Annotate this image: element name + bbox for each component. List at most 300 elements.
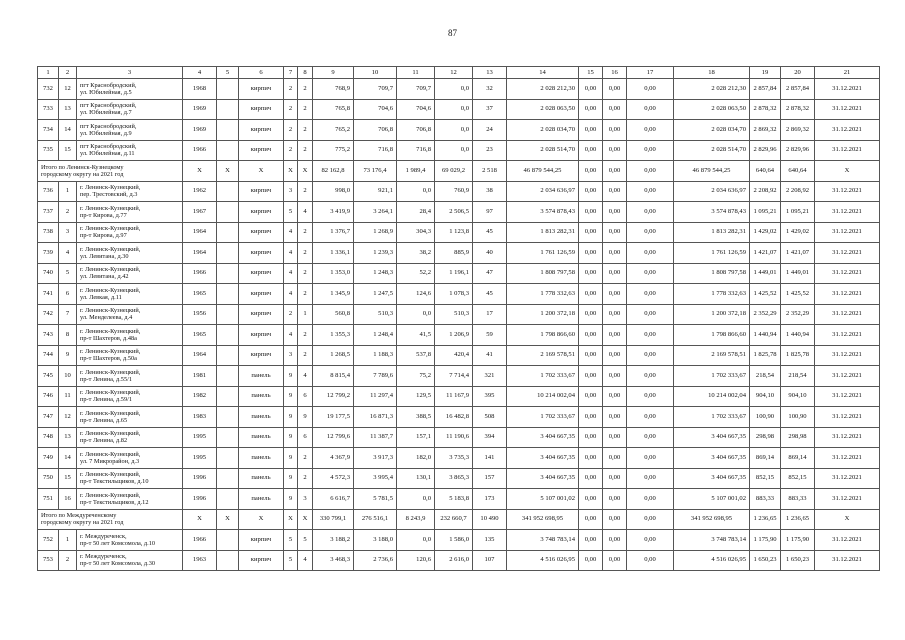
table-cell: 869,14 bbox=[781, 448, 815, 469]
table-cell: 753 bbox=[38, 550, 59, 571]
table-cell: 2 bbox=[284, 99, 298, 120]
table-cell: 3 188,2 bbox=[313, 530, 354, 551]
table-cell: 9 bbox=[284, 468, 298, 489]
table-cell: 0,00 bbox=[579, 120, 603, 141]
table-cell: 2 028 212,30 bbox=[507, 79, 579, 100]
table-cell: 0,00 bbox=[579, 181, 603, 202]
table-cell: панель bbox=[239, 427, 284, 448]
table-cell: 17 bbox=[473, 304, 507, 325]
table-cell: 1 650,23 bbox=[750, 550, 781, 571]
table-cell: 59 bbox=[473, 325, 507, 346]
table-cell: 38 bbox=[473, 181, 507, 202]
table-cell: 3 748 783,14 bbox=[674, 530, 750, 551]
table-cell: 3 404 667,35 bbox=[674, 468, 750, 489]
table-row bbox=[38, 202, 880, 223]
table-cell: 2 bbox=[298, 222, 313, 243]
table-cell: кирпич bbox=[239, 140, 284, 161]
table-cell: 0,00 bbox=[627, 202, 674, 223]
table-cell: 31.12.2021 bbox=[815, 140, 880, 161]
table-cell: 19 177,5 bbox=[313, 407, 354, 428]
table-cell: 100,90 bbox=[750, 407, 781, 428]
table-cell: 752 bbox=[38, 530, 59, 551]
table-cell bbox=[217, 386, 239, 407]
table-cell: 13 bbox=[59, 427, 77, 448]
table-cell: 38,2 bbox=[397, 243, 435, 264]
table-cell: кирпич bbox=[239, 530, 284, 551]
table-cell: 12 799,2 bbox=[313, 386, 354, 407]
table-cell: 1 808 797,58 bbox=[507, 263, 579, 284]
table-cell: 1 440,94 bbox=[781, 325, 815, 346]
table-cell: 0,00 bbox=[603, 120, 627, 141]
table-cell: панель bbox=[239, 366, 284, 387]
table-cell: 2 034 636,97 bbox=[507, 181, 579, 202]
table-cell: 31.12.2021 bbox=[815, 550, 880, 571]
table-cell: 9 bbox=[59, 345, 77, 366]
table-cell: 24 bbox=[473, 120, 507, 141]
table-cell: 4 bbox=[298, 550, 313, 571]
table-cell: 37 bbox=[473, 99, 507, 120]
table-cell: 1 268,5 bbox=[313, 345, 354, 366]
table-cell: 1981 bbox=[183, 366, 217, 387]
table-cell: 2 028 514,70 bbox=[674, 140, 750, 161]
table-cell: 746 bbox=[38, 386, 59, 407]
table-cell: 5 107 001,02 bbox=[507, 489, 579, 510]
address-cell: г. Ленинск-Кузнецкий, ул. 7 Микрорайон, д.3 bbox=[77, 448, 183, 469]
table-cell bbox=[217, 345, 239, 366]
table-cell: 510,3 bbox=[354, 304, 397, 325]
table-cell: панель bbox=[239, 489, 284, 510]
table-cell: 0,00 bbox=[627, 222, 674, 243]
table-cell: 10 490 bbox=[473, 509, 507, 530]
column-number: 20 bbox=[781, 67, 815, 79]
table-cell: 157 bbox=[473, 468, 507, 489]
address-cell: г. Ленинск-Кузнецкий, пер. Трестовский, д.3 bbox=[77, 181, 183, 202]
table-cell: 709,7 bbox=[354, 79, 397, 100]
table-cell: 394 bbox=[473, 427, 507, 448]
table-cell: 768,9 bbox=[313, 79, 354, 100]
table-cell bbox=[217, 120, 239, 141]
table-cell: 5 bbox=[284, 202, 298, 223]
table-cell: 1 421,07 bbox=[750, 243, 781, 264]
table-cell: 14 bbox=[59, 120, 77, 141]
table-cell: 1967 bbox=[183, 202, 217, 223]
table-cell: 4 bbox=[284, 222, 298, 243]
table-cell bbox=[217, 284, 239, 305]
table-cell: 1 236,65 bbox=[781, 509, 815, 530]
table-cell: 31.12.2021 bbox=[815, 489, 880, 510]
table-cell: 0,00 bbox=[627, 345, 674, 366]
header-row bbox=[38, 67, 880, 79]
table-cell: X bbox=[815, 161, 880, 182]
table-cell bbox=[217, 304, 239, 325]
table-cell: 1996 bbox=[183, 468, 217, 489]
table-cell: 2 bbox=[298, 243, 313, 264]
table-cell: 2 736,6 bbox=[354, 550, 397, 571]
table-cell: 82 162,8 bbox=[313, 161, 354, 182]
table-cell: 4 bbox=[284, 263, 298, 284]
table-cell: 2 028 034,70 bbox=[674, 120, 750, 141]
table-cell: X bbox=[284, 161, 298, 182]
table-cell: 16 871,3 bbox=[354, 407, 397, 428]
table-cell: 0,0 bbox=[397, 304, 435, 325]
table-cell: 1 095,21 bbox=[750, 202, 781, 223]
table-cell: 0,0 bbox=[435, 79, 473, 100]
table-cell: 4 367,9 bbox=[313, 448, 354, 469]
table-cell: 1 798 866,60 bbox=[507, 325, 579, 346]
table-cell: 9 bbox=[284, 366, 298, 387]
table-cell: 765,8 bbox=[313, 99, 354, 120]
table-cell: 4 bbox=[284, 243, 298, 264]
table-cell: 0,00 bbox=[579, 427, 603, 448]
table-cell: 1 200 372,18 bbox=[507, 304, 579, 325]
table-cell: 16 482,8 bbox=[435, 407, 473, 428]
table-cell: 0,00 bbox=[603, 140, 627, 161]
table-cell: 8 bbox=[59, 325, 77, 346]
table-cell: 3 bbox=[298, 489, 313, 510]
table-cell: 738 bbox=[38, 222, 59, 243]
table-cell: 2 bbox=[298, 325, 313, 346]
column-number: 18 bbox=[674, 67, 750, 79]
table-cell: кирпич bbox=[239, 222, 284, 243]
table-cell bbox=[217, 263, 239, 284]
table-cell: 2 857,84 bbox=[750, 79, 781, 100]
table-cell: 7 789,6 bbox=[354, 366, 397, 387]
table-cell: 741 bbox=[38, 284, 59, 305]
column-number: 13 bbox=[473, 67, 507, 79]
column-number: 6 bbox=[239, 67, 284, 79]
table-cell: 31.12.2021 bbox=[815, 325, 880, 346]
table-cell: 1 702 333,67 bbox=[507, 407, 579, 428]
table-cell: 9 bbox=[284, 448, 298, 469]
table-cell: 740 bbox=[38, 263, 59, 284]
table-cell: 709,7 bbox=[397, 79, 435, 100]
table-cell bbox=[217, 366, 239, 387]
table-cell bbox=[217, 79, 239, 100]
table-cell: 3 404 667,35 bbox=[674, 448, 750, 469]
table-cell: 129,5 bbox=[397, 386, 435, 407]
table-cell: 2 506,5 bbox=[435, 202, 473, 223]
table-row bbox=[38, 407, 880, 428]
table-cell: 716,8 bbox=[397, 140, 435, 161]
table-row bbox=[38, 304, 880, 325]
address-cell: г. Ленинск-Кузнецкий, пр-т Ленина, д.65 bbox=[77, 407, 183, 428]
table-cell: 31.12.2021 bbox=[815, 181, 880, 202]
table-cell: 0,00 bbox=[579, 304, 603, 325]
table-cell: кирпич bbox=[239, 550, 284, 571]
table-cell: 2 bbox=[284, 120, 298, 141]
table-cell: 0,00 bbox=[579, 325, 603, 346]
table-cell: 732 bbox=[38, 79, 59, 100]
table-cell: 736 bbox=[38, 181, 59, 202]
table-row bbox=[38, 448, 880, 469]
table-cell: панель bbox=[239, 386, 284, 407]
table-cell: 1996 bbox=[183, 489, 217, 510]
table-cell: 31.12.2021 bbox=[815, 345, 880, 366]
table-cell: 2 bbox=[298, 120, 313, 141]
table-cell: 3 574 878,43 bbox=[674, 202, 750, 223]
table-cell: 5 bbox=[59, 263, 77, 284]
table-cell: кирпич bbox=[239, 243, 284, 264]
table-cell: 46 879 544,25 bbox=[674, 161, 750, 182]
table-cell: 157,1 bbox=[397, 427, 435, 448]
table-cell: 537,8 bbox=[397, 345, 435, 366]
table-cell: 0,00 bbox=[603, 407, 627, 428]
column-number: 2 bbox=[59, 67, 77, 79]
table-cell: 8 815,4 bbox=[313, 366, 354, 387]
table-cell: 1 825,78 bbox=[750, 345, 781, 366]
table-cell bbox=[217, 99, 239, 120]
table-cell: 748 bbox=[38, 427, 59, 448]
table-cell: 1 188,3 bbox=[354, 345, 397, 366]
table-cell: 640,64 bbox=[781, 161, 815, 182]
table-cell: 1 336,1 bbox=[313, 243, 354, 264]
table-cell: 2 bbox=[298, 79, 313, 100]
table-cell: 1 345,9 bbox=[313, 284, 354, 305]
table-cell: 1 425,52 bbox=[781, 284, 815, 305]
column-number: 3 bbox=[77, 67, 183, 79]
column-number: 16 bbox=[603, 67, 627, 79]
table-cell: 6 bbox=[298, 386, 313, 407]
table-cell: 2 857,84 bbox=[781, 79, 815, 100]
table-cell: 31.12.2021 bbox=[815, 243, 880, 264]
table-cell: 4 bbox=[298, 366, 313, 387]
table-cell: 3 264,1 bbox=[354, 202, 397, 223]
table-cell: 1 355,3 bbox=[313, 325, 354, 346]
address-cell: г. Ленинск-Кузнецкий, ул. Левитана, д.42 bbox=[77, 263, 183, 284]
table-cell: 0,00 bbox=[603, 79, 627, 100]
table-cell: 31.12.2021 bbox=[815, 427, 880, 448]
table-cell: 1 440,94 bbox=[750, 325, 781, 346]
table-cell: 4 bbox=[284, 325, 298, 346]
table-cell: 1995 bbox=[183, 427, 217, 448]
table-cell: 1 206,9 bbox=[435, 325, 473, 346]
table-cell: 395 bbox=[473, 386, 507, 407]
table-cell: 4 bbox=[59, 243, 77, 264]
table-cell: X bbox=[217, 509, 239, 530]
table-cell: 0,00 bbox=[627, 120, 674, 141]
table-cell: 2 878,32 bbox=[750, 99, 781, 120]
table-cell: 2 bbox=[298, 468, 313, 489]
table-cell: 0,00 bbox=[627, 407, 674, 428]
column-number: 12 bbox=[435, 67, 473, 79]
table-cell: 0,00 bbox=[579, 202, 603, 223]
table-cell: 1966 bbox=[183, 140, 217, 161]
table-cell: кирпич bbox=[239, 263, 284, 284]
table-cell: 9 bbox=[284, 489, 298, 510]
table-cell: 704,6 bbox=[397, 99, 435, 120]
table-cell: 2 208,92 bbox=[750, 181, 781, 202]
address-cell: пгт Краснобродский, ул. Юбилейная, д.5 bbox=[77, 79, 183, 100]
table-cell: 1 429,02 bbox=[750, 222, 781, 243]
table-cell: 0,00 bbox=[603, 161, 627, 182]
table-cell: 0,00 bbox=[627, 468, 674, 489]
table-cell: 41 bbox=[473, 345, 507, 366]
table-cell: 0,00 bbox=[603, 304, 627, 325]
table-cell: 135 bbox=[473, 530, 507, 551]
table-cell: 31.12.2021 bbox=[815, 222, 880, 243]
table-cell: 3 404 667,35 bbox=[507, 427, 579, 448]
table-cell: 852,15 bbox=[750, 468, 781, 489]
table-cell: 0,0 bbox=[435, 140, 473, 161]
table-cell: 45 bbox=[473, 284, 507, 305]
table-cell: 2 bbox=[298, 140, 313, 161]
table-cell: кирпич bbox=[239, 202, 284, 223]
table-cell: 31.12.2021 bbox=[815, 366, 880, 387]
table-cell: 2 352,29 bbox=[781, 304, 815, 325]
table-cell: 420,4 bbox=[435, 345, 473, 366]
table-cell: 0,00 bbox=[579, 386, 603, 407]
table-cell: 0,00 bbox=[579, 284, 603, 305]
table-cell: 904,10 bbox=[750, 386, 781, 407]
table-cell: кирпич bbox=[239, 120, 284, 141]
table-cell: 1 798 866,60 bbox=[674, 325, 750, 346]
table-cell: 0,00 bbox=[627, 99, 674, 120]
table-cell: 706,8 bbox=[354, 120, 397, 141]
table-cell: 304,3 bbox=[397, 222, 435, 243]
column-number: 4 bbox=[183, 67, 217, 79]
table-cell: 3 735,3 bbox=[435, 448, 473, 469]
table-cell: кирпич bbox=[239, 79, 284, 100]
table-cell: 31.12.2021 bbox=[815, 386, 880, 407]
table-cell: 1 200 372,18 bbox=[674, 304, 750, 325]
table-cell: 0,00 bbox=[627, 161, 674, 182]
table-cell: 321 bbox=[473, 366, 507, 387]
table-cell: 1966 bbox=[183, 263, 217, 284]
table-cell: 9 bbox=[284, 407, 298, 428]
address-cell: г. Ленинск-Кузнецкий, пр-т Ленина, д.82 bbox=[77, 427, 183, 448]
column-number: 10 bbox=[354, 67, 397, 79]
table-cell: панель bbox=[239, 407, 284, 428]
table-cell: 1968 bbox=[183, 79, 217, 100]
table-cell: 1 078,3 bbox=[435, 284, 473, 305]
table-cell: 1 239,3 bbox=[354, 243, 397, 264]
address-cell: г. Междуреченск, пр-т 50 лет Комсомола, д.30 bbox=[77, 550, 183, 571]
table-cell: 883,33 bbox=[750, 489, 781, 510]
table-cell bbox=[217, 530, 239, 551]
table-row bbox=[38, 263, 880, 284]
table-cell: 107 bbox=[473, 550, 507, 571]
table-cell: 0,00 bbox=[603, 386, 627, 407]
table-cell: 0,00 bbox=[603, 427, 627, 448]
table-cell: 75,2 bbox=[397, 366, 435, 387]
table-cell: 130,1 bbox=[397, 468, 435, 489]
table-cell: 2 bbox=[284, 140, 298, 161]
table-cell: 5 bbox=[284, 530, 298, 551]
address-cell: г. Ленинск-Кузнецкий, пр-т Кирова, д.97 bbox=[77, 222, 183, 243]
table-cell: 100,90 bbox=[781, 407, 815, 428]
table-cell: панель bbox=[239, 448, 284, 469]
table-cell: 69 029,2 bbox=[435, 161, 473, 182]
table-cell: X bbox=[815, 509, 880, 530]
table-cell: 3 bbox=[59, 222, 77, 243]
table-cell: 298,98 bbox=[781, 427, 815, 448]
table-cell: 3 404 667,35 bbox=[507, 468, 579, 489]
table-row bbox=[38, 468, 880, 489]
address-cell: г. Междуреченск, пр-т 50 лет Комсомола, д.10 bbox=[77, 530, 183, 551]
table-cell: 11 167,9 bbox=[435, 386, 473, 407]
table-cell: кирпич bbox=[239, 284, 284, 305]
table-cell: 0,00 bbox=[627, 366, 674, 387]
table-cell: 0,00 bbox=[627, 304, 674, 325]
table-cell: 2 028 212,30 bbox=[674, 79, 750, 100]
table-cell: 1 825,78 bbox=[781, 345, 815, 366]
table-cell: 733 bbox=[38, 99, 59, 120]
table-cell: 218,54 bbox=[781, 366, 815, 387]
table-row bbox=[38, 79, 880, 100]
table-cell: 46 879 544,25 bbox=[507, 161, 579, 182]
table-cell bbox=[217, 407, 239, 428]
table-cell: 751 bbox=[38, 489, 59, 510]
table-cell: 0,0 bbox=[397, 181, 435, 202]
table-cell: 765,2 bbox=[313, 120, 354, 141]
table-cell: 0,00 bbox=[603, 468, 627, 489]
table-cell: 1964 bbox=[183, 345, 217, 366]
table-cell: 8 243,9 bbox=[397, 509, 435, 530]
table-row bbox=[38, 99, 880, 120]
table-cell: 0,00 bbox=[627, 140, 674, 161]
table-cell: 0,00 bbox=[579, 366, 603, 387]
table-cell: 2 bbox=[298, 284, 313, 305]
address-cell: пгт Краснобродский, ул. Юбилейная, д.7 bbox=[77, 99, 183, 120]
table-row bbox=[38, 181, 880, 202]
column-number: 15 bbox=[579, 67, 603, 79]
table-cell: 3 748 783,14 bbox=[507, 530, 579, 551]
table-cell: 3 917,3 bbox=[354, 448, 397, 469]
table-cell: 0,00 bbox=[603, 366, 627, 387]
table-cell: 0,00 bbox=[579, 448, 603, 469]
table-cell: 1 236,65 bbox=[750, 509, 781, 530]
table-cell: 3 419,9 bbox=[313, 202, 354, 223]
table-cell: 0,00 bbox=[603, 243, 627, 264]
table-cell: 1 808 797,58 bbox=[674, 263, 750, 284]
table-cell: 2 bbox=[59, 550, 77, 571]
table-cell: 2 bbox=[284, 304, 298, 325]
table-cell: X bbox=[298, 509, 313, 530]
table-cell: 7 714,4 bbox=[435, 366, 473, 387]
table-cell: X bbox=[284, 509, 298, 530]
address-cell: г. Ленинск-Кузнецкий, пр-т Шахтеров, д.48а bbox=[77, 325, 183, 346]
table-cell: 904,10 bbox=[781, 386, 815, 407]
table-cell: 1 702 333,67 bbox=[674, 407, 750, 428]
table-cell: 28,4 bbox=[397, 202, 435, 223]
table-cell: 14 bbox=[59, 448, 77, 469]
table-cell: 31.12.2021 bbox=[815, 407, 880, 428]
table-cell: 747 bbox=[38, 407, 59, 428]
table-cell bbox=[217, 202, 239, 223]
column-number: 14 bbox=[507, 67, 579, 79]
table-cell: 5 bbox=[284, 550, 298, 571]
table-cell: 0,00 bbox=[579, 161, 603, 182]
table-cell: 1 449,01 bbox=[781, 263, 815, 284]
table-cell: X bbox=[298, 161, 313, 182]
table-cell: 0,00 bbox=[579, 407, 603, 428]
table-cell: X bbox=[183, 161, 217, 182]
table-cell: 0,00 bbox=[627, 79, 674, 100]
table-cell: 2 829,96 bbox=[750, 140, 781, 161]
table-cell: 0,00 bbox=[603, 202, 627, 223]
table-cell: 1 989,4 bbox=[397, 161, 435, 182]
subtotal-row bbox=[38, 509, 880, 530]
table-cell: кирпич bbox=[239, 181, 284, 202]
column-number: 11 bbox=[397, 67, 435, 79]
table-cell: 2 bbox=[298, 99, 313, 120]
table-cell bbox=[217, 550, 239, 571]
column-number: 1 bbox=[38, 67, 59, 79]
table-cell: 1965 bbox=[183, 284, 217, 305]
table-cell: 2 028 034,70 bbox=[507, 120, 579, 141]
table-row bbox=[38, 120, 880, 141]
table-cell: 2 bbox=[298, 263, 313, 284]
